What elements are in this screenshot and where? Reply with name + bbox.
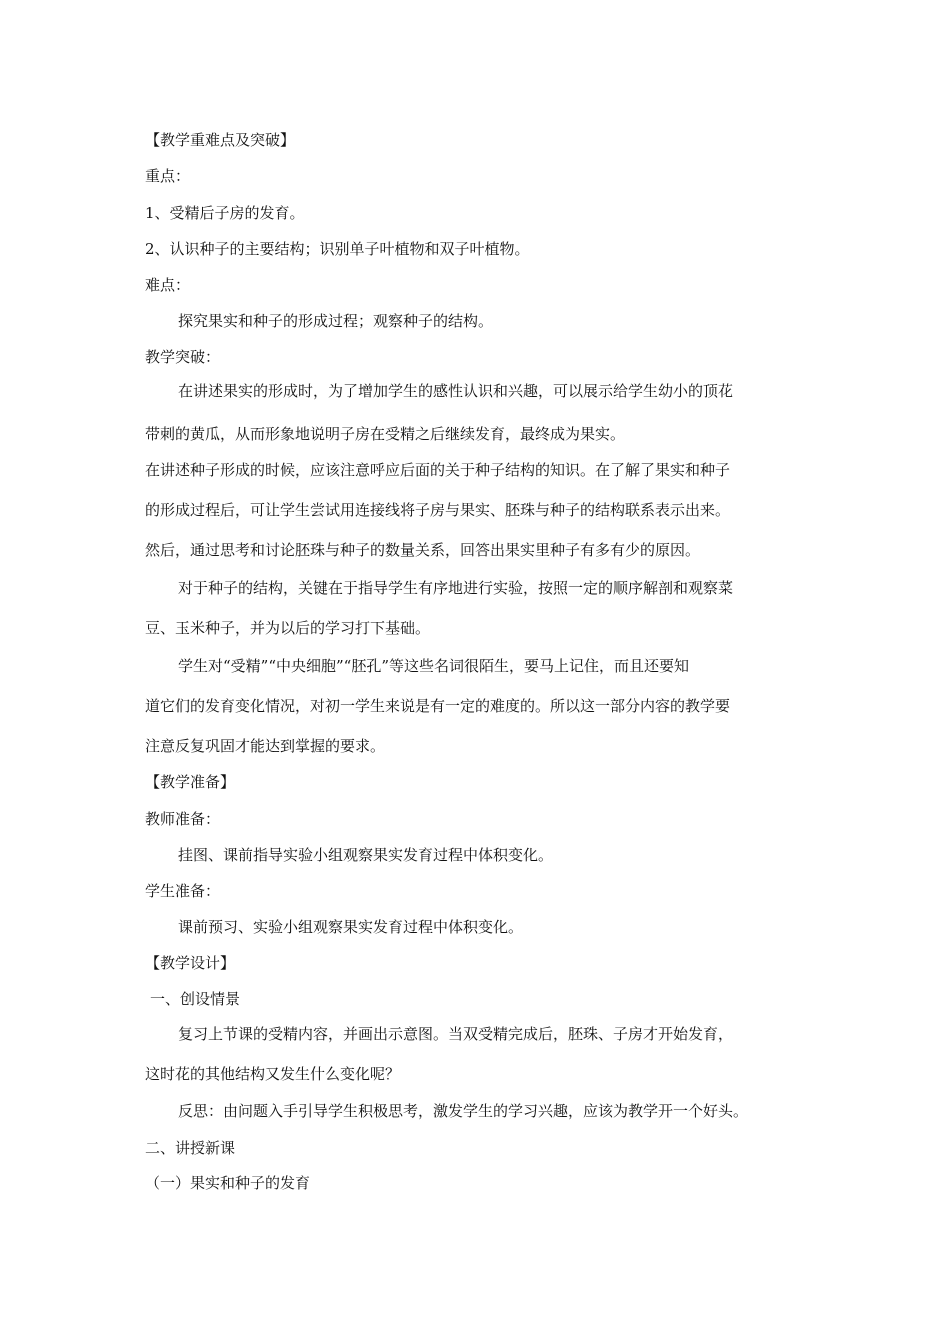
key-point-1: 1、受精后子房的发育。 xyxy=(145,204,305,222)
section-heading-teaching-design: 【教学设计】 xyxy=(145,954,236,972)
subheading-fruit-seed-development: （一）果实和种子的发育 xyxy=(145,1174,311,1192)
paragraph-line: 在讲述种子形成的时候，应该注意呼应后面的关于种子结构的知识。在了解了果实和种子 xyxy=(145,461,731,479)
key-point-2: 2、认识种子的主要结构；识别单子叶植物和双子叶植物。 xyxy=(145,240,530,258)
paragraph-line: 带刺的黄瓜，从而形象地说明子房在受精之后继续发育，最终成为果实。 xyxy=(145,425,626,443)
label-teaching-breakthrough: 教学突破： xyxy=(145,348,221,366)
paragraph-line: 学生对“受精”“中央细胞”“胚孔”等这些名词很陌生，要马上记住，而且还要知 xyxy=(178,657,690,675)
subheading-new-lesson: 二、讲授新课 xyxy=(145,1139,236,1157)
label-teacher-preparation: 教师准备： xyxy=(145,810,221,828)
subheading-scenario: 一、创设情景 xyxy=(150,990,241,1008)
difficulty-text: 探究果实和种子的形成过程；观察种子的结构。 xyxy=(178,312,494,330)
paragraph-line: 注意反复巩固才能达到掌握的要求。 xyxy=(145,737,386,755)
section-heading-key-points: 【教学重难点及突破】 xyxy=(145,131,296,149)
paragraph-line: 对于种子的结构，关键在于指导学生有序地进行实验，按照一定的顺序解剖和观察菜 xyxy=(178,579,734,597)
paragraph-line: 在讲述果实的形成时，为了增加学生的感性认识和兴趣，可以展示给学生幼小的顶花 xyxy=(178,382,734,400)
paragraph-line: 的形成过程后，可让学生尝试用连接线将子房与果实、胚珠与种子的结构联系表示出来。 xyxy=(145,501,731,519)
paragraph-line: 然后，通过思考和讨论胚珠与种子的数量关系，回答出果实里种子有多有少的原因。 xyxy=(145,541,701,559)
paragraph-line: 复习上节课的受精内容，并画出示意图。当双受精完成后，胚珠、子房才开始发育， xyxy=(178,1025,734,1043)
label-key-points: 重点： xyxy=(145,167,191,185)
paragraph-line: 道它们的发育变化情况，对初一学生来说是有一定的难度的。所以这一部分内容的教学要 xyxy=(145,697,731,715)
paragraph-line: 豆、玉米种子，并为以后的学习打下基础。 xyxy=(145,619,431,637)
reflection-text: 反思：由问题入手引导学生积极思考，激发学生的学习兴趣，应该为教学开一个好头。 xyxy=(178,1102,749,1120)
paragraph-line: 这时花的其他结构又发生什么变化呢？ xyxy=(145,1065,401,1083)
teacher-preparation-text: 挂图、课前指导实验小组观察果实发育过程中体积变化。 xyxy=(178,846,554,864)
label-student-preparation: 学生准备： xyxy=(145,882,221,900)
student-preparation-text: 课前预习、实验小组观察果实发育过程中体积变化。 xyxy=(178,918,524,936)
label-difficulties: 难点： xyxy=(145,276,191,294)
section-heading-preparation: 【教学准备】 xyxy=(145,773,236,791)
